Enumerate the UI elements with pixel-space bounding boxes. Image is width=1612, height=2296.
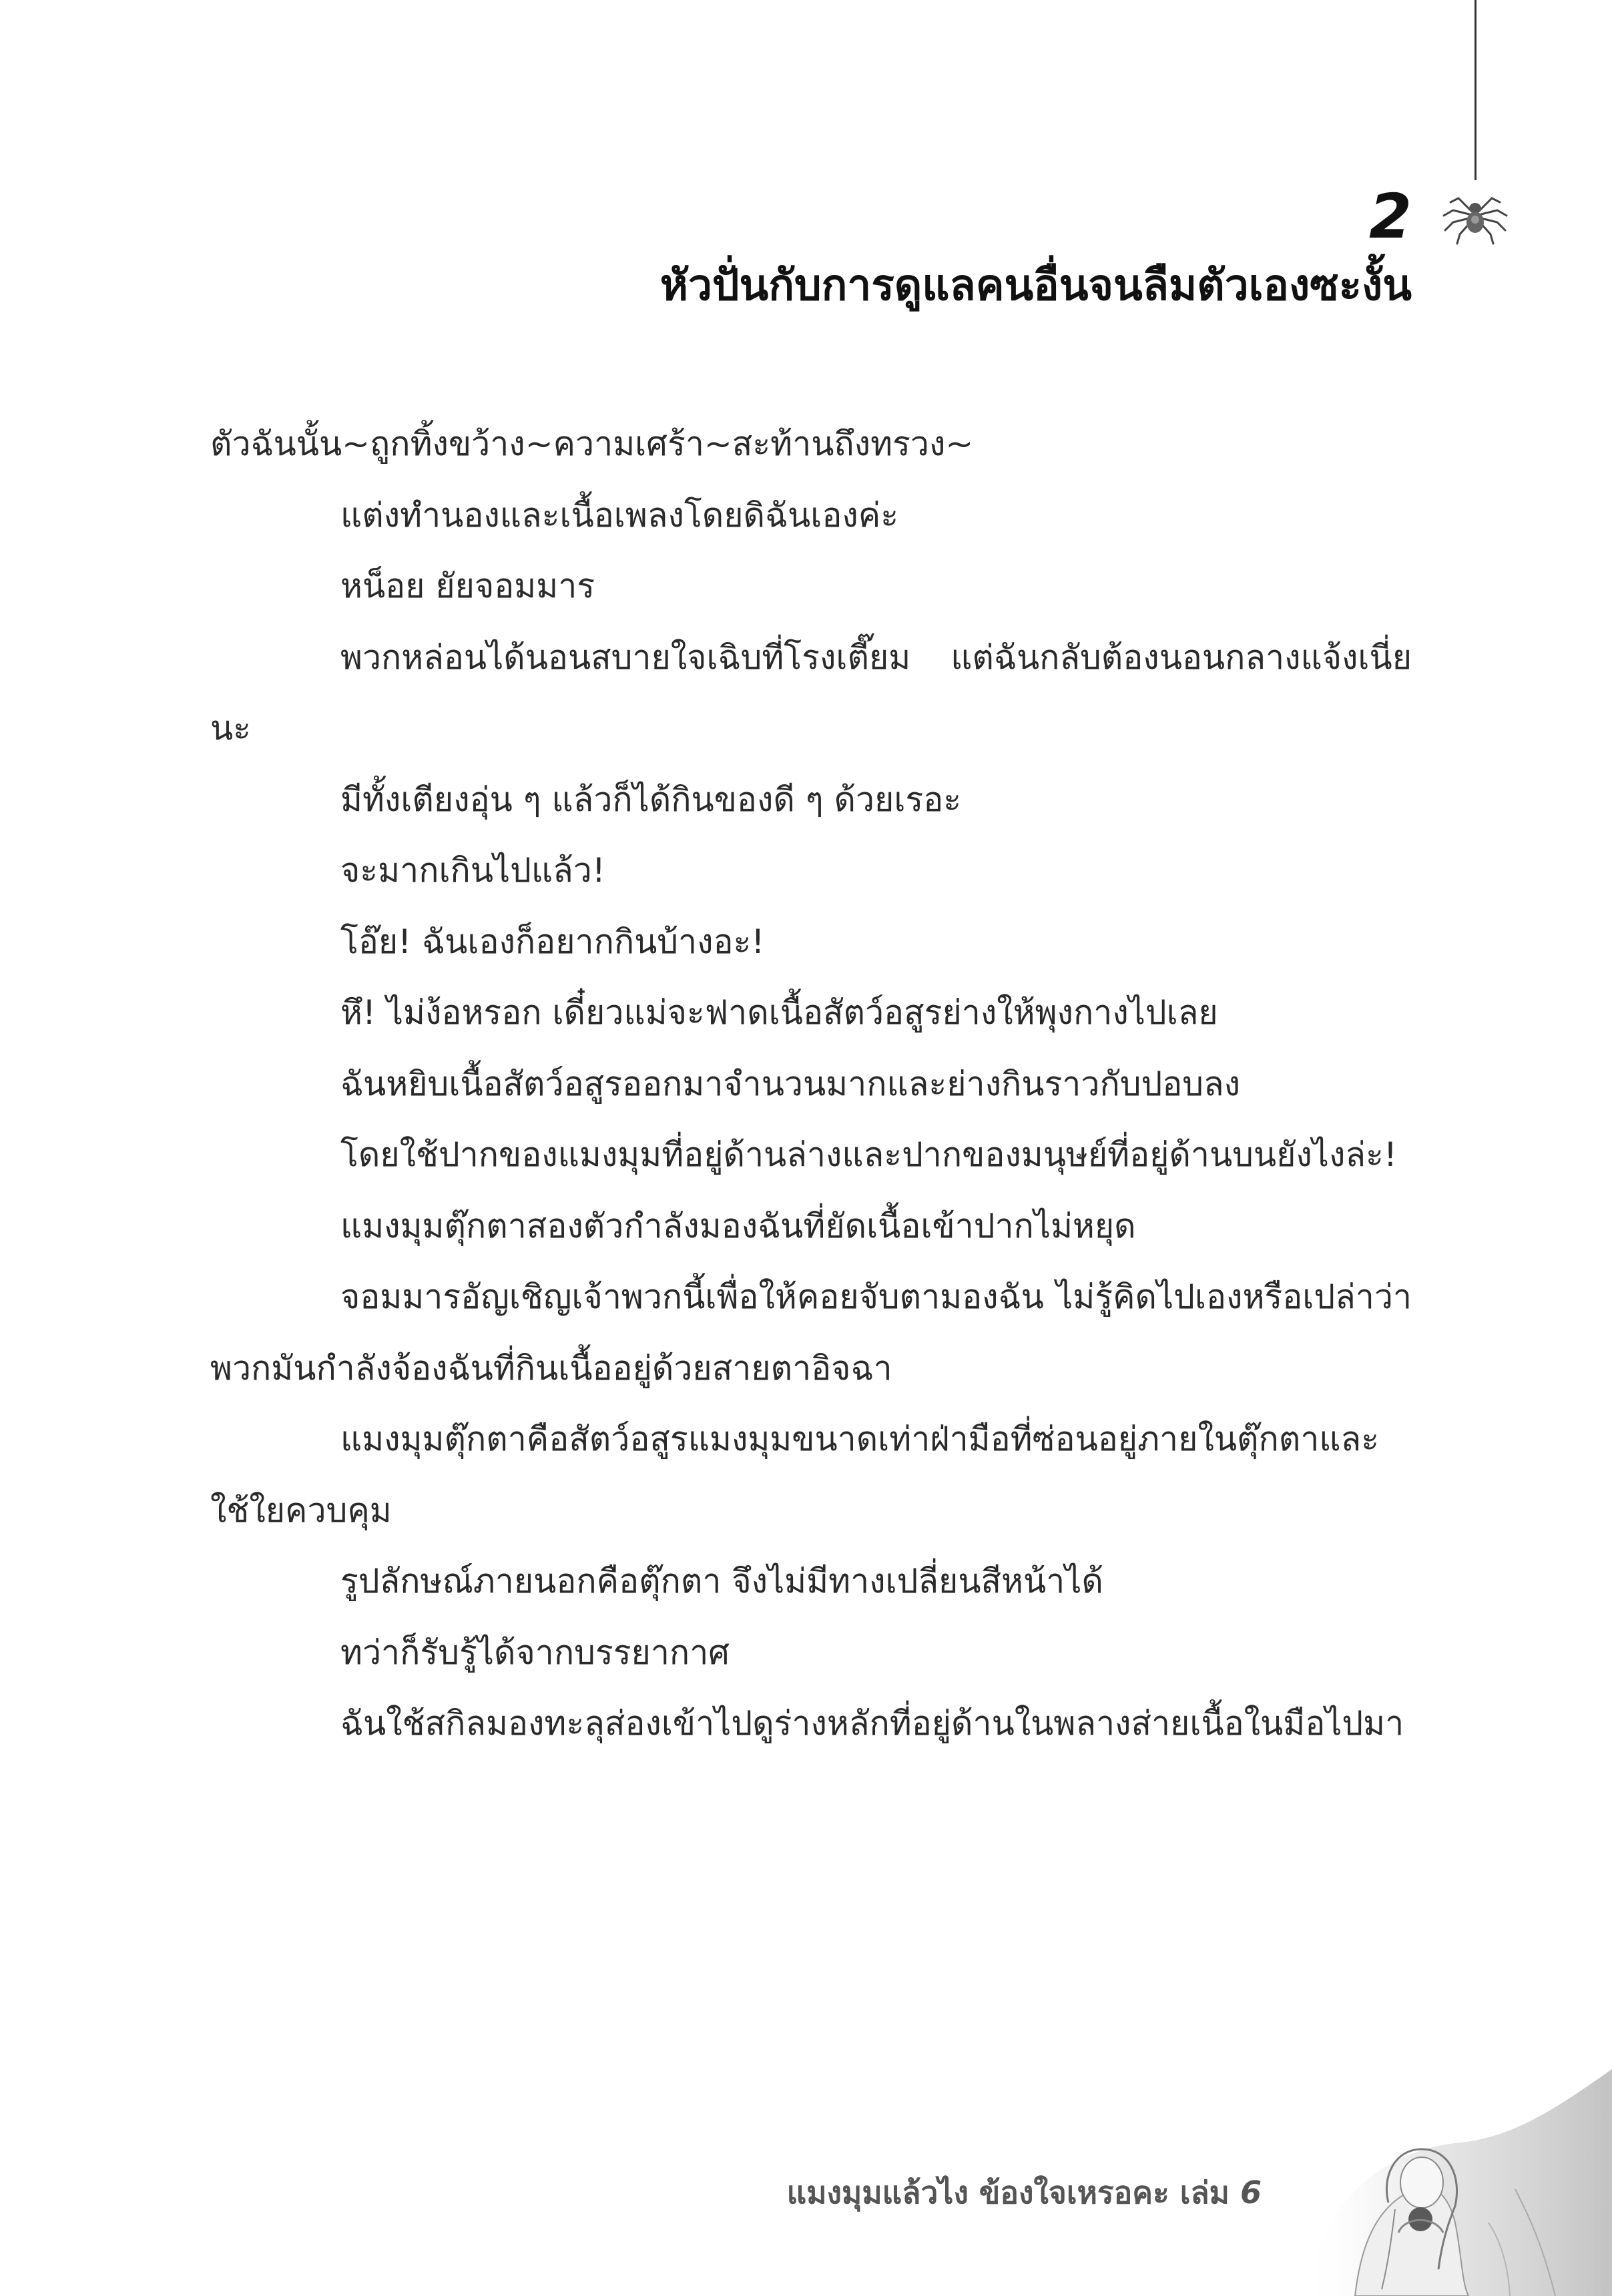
paragraph: แมงมุมตุ๊กตาสองตัวกำลังมองฉันที่ยัดเนื้อเข้าปากไม่หยุด <box>340 1206 1136 1245</box>
paragraph: หึ! ไม่ง้อหรอก เดี๋ยวแม่จะฟาดเนื้อสัตว์อสูรย่างให้พุงกางไปเลย <box>340 993 1218 1032</box>
paragraph: แต่งทำนองและเนื้อเพลงโดยดิฉันเองค่ะ <box>340 495 899 535</box>
chapter-number: 2 <box>1368 181 1412 252</box>
paragraph: ตัวฉันนั้น~ถูกทิ้งขว้าง~ความเศร้า~สะท้านถึงทรวง~ <box>210 424 974 463</box>
paragraph: รูปลักษณ์ภายนอกคือตุ๊กตา จึงไม่มีทางเปลี่ยนสีหน้าได้ <box>340 1562 1103 1601</box>
paragraph: จอมมารอัญเชิญเจ้าพวกนี้เพื่อให้คอยจับตามองฉัน ไม่รู้คิดไปเองหรือเปล่าว่าพวกมันกำลังจ้องฉันที่กินเนื้ออยู่ด้วยสายตาอิจฉา <box>210 1277 1412 1388</box>
volume-number: 6 <box>1240 2175 1262 2211</box>
paragraph: โดยใช้ปากของแมงมุมที่อยู่ด้านล่างและปากของมนุษย์ที่อยู่ด้านบนยังไงล่ะ! <box>340 1135 1397 1174</box>
chapter-title: หัวปั่นกับการดูแลคนอื่นจนลืมตัวเองซะงั้น <box>659 261 1412 310</box>
spider-icon <box>1438 177 1512 250</box>
paragraph: มีทั้งเตียงอุ่น ๆ แล้วก็ได้กินของดี ๆ ด้วยเรอะ <box>340 780 962 819</box>
paragraph: ฉันใช้สกิลมองทะลุส่องเข้าไปดูร่างหลักที่อยู่ด้านในพลางส่ายเนื้อในมือไปมา <box>340 1704 1404 1743</box>
paragraph: โอ๊ย! ฉันเองก็อยากกินบ้างอะ! <box>340 922 765 961</box>
running-footer <box>787 2169 1262 2216</box>
paragraph: แมงมุมตุ๊กตาคือสัตว์อสูรแมงมุมขนาดเท่าฝ่ามือที่ซ่อนอยู่ภายในตุ๊กตาและใช้ใยควบคุม <box>210 1420 1380 1530</box>
chapter-body <box>210 408 1412 1759</box>
paragraph: จะมากเกินไปแล้ว! <box>340 851 605 890</box>
paragraph: พวกหล่อนได้นอนสบายใจเฉิบที่โรงเตี๊ยม แต่ฉันกลับต้องนอนกลางแจ้งเนี่ยนะ <box>210 637 1412 748</box>
paragraph: ฉันหยิบเนื้อสัตว์อสูรออกมาจำนวนมากและย่างกินราวกับปอบลง <box>340 1064 1241 1103</box>
paragraph: หน็อย ยัยจอมมาร <box>340 567 595 605</box>
spider-thread <box>1474 0 1476 180</box>
paragraph: ทว่าก็รับรู้ได้จากบรรยากาศ <box>340 1633 730 1672</box>
book-title: แมงมุมแล้วไง ข้องใจเหรอคะ เล่ม <box>786 2175 1230 2211</box>
character-illustration <box>1262 2069 1612 2296</box>
